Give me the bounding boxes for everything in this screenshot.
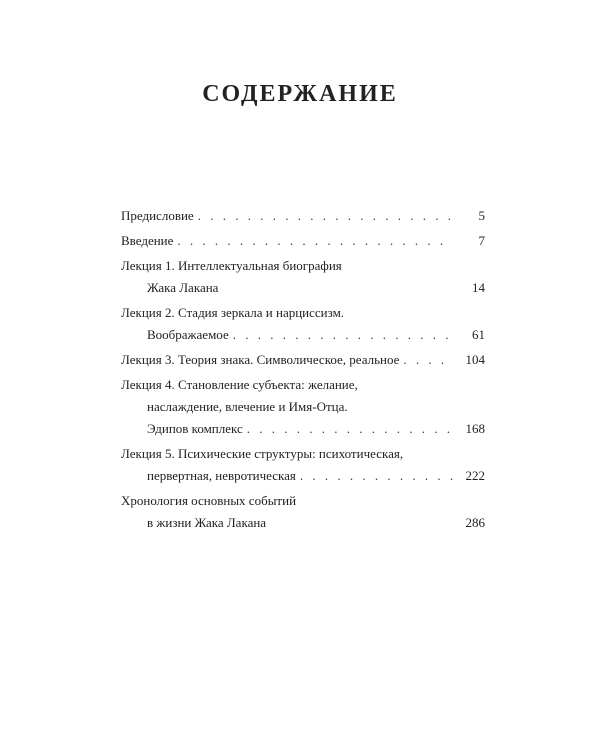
dot-leader <box>247 418 453 440</box>
toc-entry-preface[interactable] <box>121 205 485 227</box>
toc-entry-title: Лекция 5. Психические структуры: психотическая, <box>121 446 404 461</box>
toc-entry-title-continued: в жизни Жака Лакана <box>147 515 267 530</box>
toc-entry-title: Хронология основных событий <box>121 493 297 508</box>
toc-entry-title-continued: наслаждение, влечение и Имя-Отца. <box>147 399 348 414</box>
dot-leader <box>198 205 453 227</box>
toc-entry-title: Предисловие <box>121 208 194 223</box>
dot-leader <box>300 465 453 487</box>
toc-entry-chronology[interactable] <box>121 490 485 534</box>
toc-page-number: 7 <box>478 233 485 248</box>
table-of-contents <box>121 205 485 537</box>
toc-entry-title: Лекция 3. Теория знака. Символическое, реальное <box>121 352 400 367</box>
toc-page-number: 222 <box>465 468 485 483</box>
toc-page-number: 14 <box>472 280 485 295</box>
toc-entry-title: Лекция 4. Становление субъекта: желание, <box>121 377 358 392</box>
page-title: СОДЕРЖАНИЕ <box>202 81 398 107</box>
toc-page-number: 5 <box>478 208 485 223</box>
dot-leader <box>403 349 453 371</box>
toc-page-number: 168 <box>465 421 485 436</box>
toc-entry-title: Лекция 2. Стадия зеркала и нарциссизм. <box>121 305 345 320</box>
toc-page-number: 286 <box>465 515 485 530</box>
toc-entry-title-continued: Жака Лакана <box>147 280 219 295</box>
dot-leader <box>177 230 453 252</box>
toc-entry-lecture-2[interactable] <box>121 302 485 346</box>
toc-entry-lecture-5[interactable] <box>121 443 485 487</box>
toc-entry-title-continued: Воображаемое <box>147 327 229 342</box>
toc-entry-title: Лекция 1. Интеллектуальная биография <box>121 258 342 273</box>
toc-entry-introduction[interactable] <box>121 230 485 252</box>
toc-entry-lecture-1[interactable] <box>121 255 485 299</box>
toc-entry-lecture-4[interactable] <box>121 374 485 440</box>
toc-entry-title-continued: первертная, невротическая <box>147 468 296 483</box>
toc-page-number: 104 <box>465 352 485 367</box>
toc-entry-title-continued: Эдипов комплекс <box>147 421 243 436</box>
dot-leader <box>233 324 453 346</box>
toc-entry-title: Введение <box>121 233 174 248</box>
toc-entry-lecture-3[interactable] <box>121 349 485 371</box>
toc-page-number: 61 <box>472 327 485 342</box>
